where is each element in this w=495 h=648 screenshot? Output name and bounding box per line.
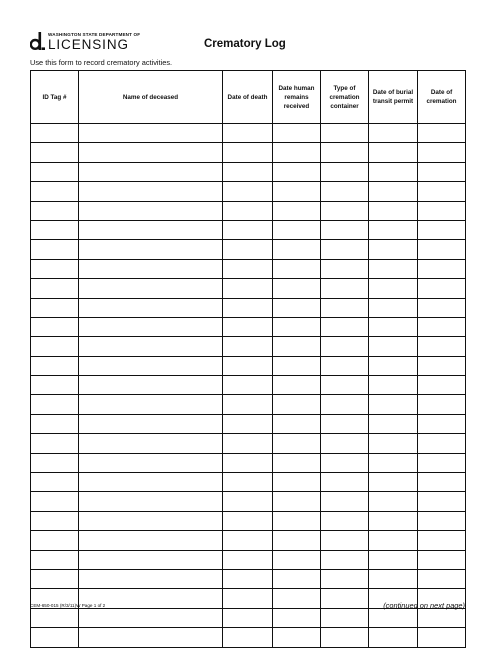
cell-id-tag[interactable] [31, 376, 79, 395]
cell-id-tag[interactable] [31, 511, 79, 530]
cell-date-received[interactable] [273, 608, 321, 627]
cell-container[interactable] [321, 628, 369, 647]
cell-date-received[interactable] [273, 220, 321, 239]
cell-name[interactable] [79, 201, 223, 220]
cell-container[interactable] [321, 182, 369, 201]
cell-date-death[interactable] [223, 376, 273, 395]
cell-container[interactable] [321, 201, 369, 220]
cell-date-death[interactable] [223, 531, 273, 550]
cell-name[interactable] [79, 220, 223, 239]
cell-id-tag[interactable] [31, 569, 79, 588]
cell-date-received[interactable] [273, 628, 321, 647]
cell-date-cremation[interactable] [418, 569, 466, 588]
cell-name[interactable] [79, 337, 223, 356]
cell-date-received[interactable] [273, 317, 321, 336]
cell-id-tag[interactable] [31, 453, 79, 472]
form-number: CEM-650-015 (R/3/11)W Page 1 of 2 [30, 603, 106, 608]
table-row [31, 356, 466, 375]
cell-id-tag[interactable] [31, 279, 79, 298]
cell-container[interactable] [321, 608, 369, 627]
form-instructions: Use this form to record crematory activities. [30, 58, 173, 67]
cell-date-received[interactable] [273, 143, 321, 162]
cell-permit[interactable] [369, 317, 418, 336]
table-row [31, 628, 466, 647]
cell-id-tag[interactable] [31, 201, 79, 220]
cell-id-tag[interactable] [31, 240, 79, 259]
cell-name[interactable] [79, 511, 223, 530]
cell-date-received[interactable] [273, 124, 321, 143]
dol-logo-icon [30, 32, 45, 51]
table-row [31, 434, 466, 453]
cell-permit[interactable] [369, 124, 418, 143]
cell-container[interactable] [321, 511, 369, 530]
cell-date-cremation[interactable] [418, 395, 466, 414]
cell-date-cremation[interactable] [418, 511, 466, 530]
cell-container[interactable] [321, 434, 369, 453]
cell-date-received[interactable] [273, 259, 321, 278]
cell-date-death[interactable] [223, 550, 273, 569]
cell-permit[interactable] [369, 240, 418, 259]
table-row [31, 376, 466, 395]
cell-date-death[interactable] [223, 337, 273, 356]
cell-date-death[interactable] [223, 124, 273, 143]
cell-permit[interactable] [369, 492, 418, 511]
cell-date-received[interactable] [273, 201, 321, 220]
cell-container[interactable] [321, 279, 369, 298]
column-header-date-of-death: Date of death [223, 71, 273, 124]
table-row [31, 259, 466, 278]
cell-date-death[interactable] [223, 201, 273, 220]
cell-container[interactable] [321, 473, 369, 492]
cell-permit[interactable] [369, 259, 418, 278]
cell-date-cremation[interactable] [418, 201, 466, 220]
cell-permit[interactable] [369, 220, 418, 239]
cell-name[interactable] [79, 124, 223, 143]
cell-id-tag[interactable] [31, 492, 79, 511]
cell-id-tag[interactable] [31, 298, 79, 317]
cell-container[interactable] [321, 569, 369, 588]
cell-date-cremation[interactable] [418, 531, 466, 550]
cell-id-tag[interactable] [31, 317, 79, 336]
cell-date-received[interactable] [273, 182, 321, 201]
cell-container[interactable] [321, 317, 369, 336]
cell-date-cremation[interactable] [418, 124, 466, 143]
crematory-log-table [30, 70, 466, 648]
table-row [31, 531, 466, 550]
table-row [31, 143, 466, 162]
cell-container[interactable] [321, 453, 369, 472]
cell-date-cremation[interactable] [418, 434, 466, 453]
cell-date-cremation[interactable] [418, 414, 466, 433]
cell-name[interactable] [79, 473, 223, 492]
cell-date-death[interactable] [223, 511, 273, 530]
cell-permit[interactable] [369, 628, 418, 647]
table-row [31, 182, 466, 201]
cell-date-cremation[interactable] [418, 492, 466, 511]
cell-date-death[interactable] [223, 279, 273, 298]
cell-id-tag[interactable] [31, 473, 79, 492]
table-row [31, 279, 466, 298]
cell-permit[interactable] [369, 337, 418, 356]
cell-permit[interactable] [369, 414, 418, 433]
cell-date-received[interactable] [273, 356, 321, 375]
cell-date-cremation[interactable] [418, 628, 466, 647]
cell-date-death[interactable] [223, 395, 273, 414]
cell-date-death[interactable] [223, 356, 273, 375]
cell-container[interactable] [321, 589, 369, 608]
cell-name[interactable] [79, 259, 223, 278]
cell-permit[interactable] [369, 143, 418, 162]
table-row [31, 395, 466, 414]
cell-name[interactable] [79, 356, 223, 375]
column-header-name-of-deceased: Name of deceased [79, 71, 223, 124]
cell-container[interactable] [321, 298, 369, 317]
cell-name[interactable] [79, 550, 223, 569]
cell-date-cremation[interactable] [418, 259, 466, 278]
cell-id-tag[interactable] [31, 162, 79, 181]
cell-permit[interactable] [369, 279, 418, 298]
cell-date-cremation[interactable] [418, 279, 466, 298]
cell-date-death[interactable] [223, 628, 273, 647]
cell-name[interactable] [79, 279, 223, 298]
cell-id-tag[interactable] [31, 395, 79, 414]
table-row [31, 337, 466, 356]
cell-name[interactable] [79, 492, 223, 511]
cell-date-death[interactable] [223, 569, 273, 588]
column-header-date-of-cremation: Date of cremation [418, 71, 466, 124]
cell-date-death[interactable] [223, 473, 273, 492]
table-row [31, 124, 466, 143]
cell-date-received[interactable] [273, 550, 321, 569]
table-row [31, 162, 466, 181]
cell-id-tag[interactable] [31, 220, 79, 239]
cell-name[interactable] [79, 628, 223, 647]
cell-date-cremation[interactable] [418, 317, 466, 336]
column-header-date-remains-received: Date human remains received [273, 71, 321, 124]
cell-date-death[interactable] [223, 259, 273, 278]
cell-name[interactable] [79, 298, 223, 317]
cell-id-tag[interactable] [31, 124, 79, 143]
table-row [31, 201, 466, 220]
cell-date-death[interactable] [223, 317, 273, 336]
table-row [31, 550, 466, 569]
cell-date-received[interactable] [273, 395, 321, 414]
cell-id-tag[interactable] [31, 414, 79, 433]
cell-permit[interactable] [369, 453, 418, 472]
cell-date-received[interactable] [273, 434, 321, 453]
cell-name[interactable] [79, 414, 223, 433]
cell-name[interactable] [79, 608, 223, 627]
cell-container[interactable] [321, 414, 369, 433]
cell-date-cremation[interactable] [418, 162, 466, 181]
cell-permit[interactable] [369, 182, 418, 201]
cell-date-received[interactable] [273, 414, 321, 433]
cell-date-cremation[interactable] [418, 356, 466, 375]
cell-permit[interactable] [369, 162, 418, 181]
cell-permit[interactable] [369, 511, 418, 530]
cell-date-received[interactable] [273, 298, 321, 317]
header-row [31, 71, 466, 124]
column-header-cremation-container: Type of cremation container [321, 71, 369, 124]
table-row [31, 473, 466, 492]
cell-date-death[interactable] [223, 298, 273, 317]
cell-name[interactable] [79, 376, 223, 395]
cell-date-cremation[interactable] [418, 453, 466, 472]
table-row [31, 317, 466, 336]
cell-permit[interactable] [369, 376, 418, 395]
table-row [31, 608, 466, 627]
cell-id-tag[interactable] [31, 628, 79, 647]
cell-name[interactable] [79, 317, 223, 336]
table-row [31, 298, 466, 317]
cell-date-death[interactable] [223, 434, 273, 453]
cell-name[interactable] [79, 434, 223, 453]
cell-name[interactable] [79, 240, 223, 259]
cell-name[interactable] [79, 182, 223, 201]
cell-permit[interactable] [369, 201, 418, 220]
column-header-id-tag: ID Tag # [31, 71, 79, 124]
table-row [31, 492, 466, 511]
cell-container[interactable] [321, 531, 369, 550]
cell-date-received[interactable] [273, 240, 321, 259]
cell-date-received[interactable] [273, 531, 321, 550]
cell-date-received[interactable] [273, 589, 321, 608]
table-row [31, 220, 466, 239]
cell-name[interactable] [79, 395, 223, 414]
cell-date-cremation[interactable] [418, 376, 466, 395]
cell-permit[interactable] [369, 395, 418, 414]
cell-name[interactable] [79, 531, 223, 550]
page-title: Crematory Log [204, 38, 286, 50]
table-row [31, 240, 466, 259]
cell-date-cremation[interactable] [418, 473, 466, 492]
cell-id-tag[interactable] [31, 259, 79, 278]
table-row [31, 569, 466, 588]
cell-date-received[interactable] [273, 473, 321, 492]
cell-permit[interactable] [369, 434, 418, 453]
cell-container[interactable] [321, 395, 369, 414]
agency-name-licensing: LICENSING [48, 37, 129, 52]
cell-date-death[interactable] [223, 240, 273, 259]
cell-permit[interactable] [369, 356, 418, 375]
cell-date-received[interactable] [273, 337, 321, 356]
log-entries [31, 124, 466, 648]
column-header-burial-transit-permit: Date of burial transit permit [369, 71, 418, 124]
cell-date-death[interactable] [223, 182, 273, 201]
cell-container[interactable] [321, 143, 369, 162]
cell-permit[interactable] [369, 569, 418, 588]
cell-name[interactable] [79, 453, 223, 472]
cell-date-cremation[interactable] [418, 220, 466, 239]
cell-id-tag[interactable] [31, 182, 79, 201]
cell-date-death[interactable] [223, 589, 273, 608]
cell-date-cremation[interactable] [418, 143, 466, 162]
cell-date-cremation[interactable] [418, 337, 466, 356]
cell-date-death[interactable] [223, 220, 273, 239]
cell-date-received[interactable] [273, 511, 321, 530]
cell-container[interactable] [321, 376, 369, 395]
cell-name[interactable] [79, 143, 223, 162]
cell-date-cremation[interactable] [418, 298, 466, 317]
cell-container[interactable] [321, 492, 369, 511]
cell-date-received[interactable] [273, 162, 321, 181]
cell-id-tag[interactable] [31, 550, 79, 569]
cell-date-cremation[interactable] [418, 608, 466, 627]
cell-date-received[interactable] [273, 492, 321, 511]
cell-name[interactable] [79, 162, 223, 181]
cell-date-cremation[interactable] [418, 182, 466, 201]
cell-id-tag[interactable] [31, 434, 79, 453]
cell-container[interactable] [321, 240, 369, 259]
cell-id-tag[interactable] [31, 337, 79, 356]
cell-name[interactable] [79, 569, 223, 588]
cell-id-tag[interactable] [31, 143, 79, 162]
table-row [31, 453, 466, 472]
cell-date-death[interactable] [223, 492, 273, 511]
dol-logo [30, 31, 141, 53]
cell-permit[interactable] [369, 550, 418, 569]
cell-container[interactable] [321, 259, 369, 278]
cell-container[interactable] [321, 162, 369, 181]
cell-date-received[interactable] [273, 376, 321, 395]
cell-date-death[interactable] [223, 414, 273, 433]
cell-date-death[interactable] [223, 608, 273, 627]
cell-date-received[interactable] [273, 279, 321, 298]
table-row [31, 511, 466, 530]
cell-date-death[interactable] [223, 162, 273, 181]
cell-id-tag[interactable] [31, 531, 79, 550]
cell-date-death[interactable] [223, 453, 273, 472]
cell-date-cremation[interactable] [418, 550, 466, 569]
cell-permit[interactable] [369, 608, 418, 627]
cell-container[interactable] [321, 356, 369, 375]
table-row [31, 414, 466, 433]
cell-container[interactable] [321, 124, 369, 143]
cell-date-received[interactable] [273, 453, 321, 472]
cell-date-cremation[interactable] [418, 240, 466, 259]
cell-date-death[interactable] [223, 143, 273, 162]
cell-container[interactable] [321, 550, 369, 569]
cell-container[interactable] [321, 220, 369, 239]
cell-container[interactable] [321, 337, 369, 356]
cell-permit[interactable] [369, 531, 418, 550]
cell-id-tag[interactable] [31, 356, 79, 375]
cell-permit[interactable] [369, 298, 418, 317]
agency-name-small: WASHINGTON STATE DEPARTMENT OF [48, 32, 141, 37]
cell-id-tag[interactable] [31, 608, 79, 627]
continued-note: (continued on next page) [383, 601, 465, 610]
cell-permit[interactable] [369, 473, 418, 492]
cell-date-received[interactable] [273, 569, 321, 588]
